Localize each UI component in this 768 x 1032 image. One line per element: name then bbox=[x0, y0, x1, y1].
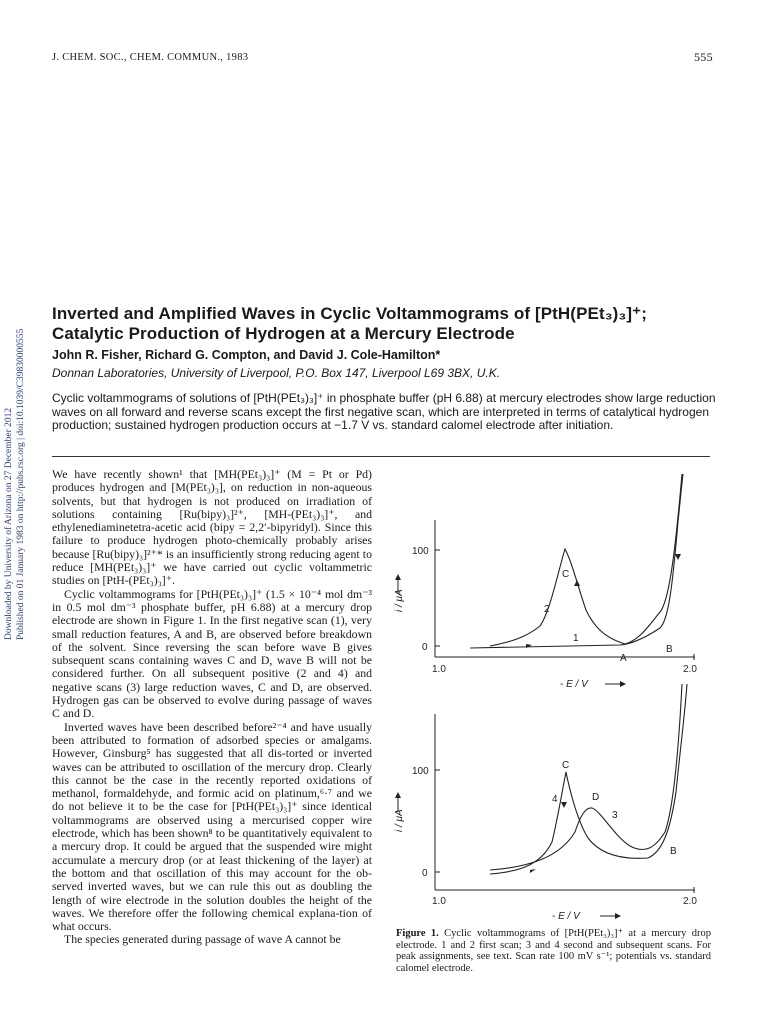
scan-label-2: 2 bbox=[544, 604, 550, 615]
running-header-journal: J. CHEM. SOC., CHEM. COMMUN., 1983 bbox=[52, 52, 249, 63]
figure-caption-label: Figure 1. bbox=[396, 928, 439, 939]
peak-label-b: B bbox=[670, 846, 677, 857]
article-title-line1: Inverted and Amplified Waves in Cyclic Voltammograms of [PtH(PEt₃)₃]⁺; bbox=[52, 304, 647, 323]
voltammogram-curve-4 bbox=[490, 684, 687, 874]
figure-1-voltammograms bbox=[380, 462, 710, 924]
voltammogram-curve-2 bbox=[490, 474, 682, 646]
y-tick-label: 0 bbox=[422, 868, 428, 879]
body-paragraph: Inverted waves have been described before²⁻⁴ and have usually been attributed to formation of adsorbed species or amalgams. However, Ginsburg⁵ has suggested that all dis-torted or inverted waves can be attributed to oscillation of the mercury drop. Clearly this cannot be the case in the recently reported oxidations of methanol, formaldehyde, and formic acid on platinum,⁶·⁷ and we do not believe it to be the case for [PtH(PEt₃)₃]⁺ since identical voltammograms are observed using a mercurised copper wire electrode, which has been shown⁸ to be quantitatively equivalent to a mercury drop. It could be argued that the suspended wire might accumulate a mercury drop (or at least thickening of the layer) at the bottom and that oscillation of this may account for the ob-served inverted waves, but we can rule this out as doubling the length of wire electrode in the solution doubles the height of the waves. We therefore offer the following chemical explana-tion of what occurs. bbox=[52, 719, 372, 934]
y-tick-label: 0 bbox=[422, 642, 428, 653]
x-tick-label: 2.0 bbox=[683, 664, 697, 675]
download-note-line1: Downloaded by University of Arizona on 27 December 2012 bbox=[4, 407, 14, 640]
direction-arrow bbox=[574, 580, 580, 586]
direction-arrow bbox=[530, 869, 536, 873]
peak-label-b: B bbox=[666, 644, 673, 655]
body-paragraph: Cyclic voltammograms for [PtH(PEt₃)₃]⁺ (1.5 × 10⁻⁴ mol dm⁻³ in 0.5 mol dm⁻³ phosphate buffer, pH 6.88) at a mercury drop electrode are shown in Figure 1. In the first negative scan (1), very small reduction features, A and B, are observed before breakdown of the solvent. Since reversing the scan before wave B gives subsequent scans containing waves C and D, wave B will not be considered further. On all subsequent positive (2 and 4) and negative scans (3) large reduction waves, C and D, are observed. Hydrogen gas can be observed to evolve during passage of waves C and D. bbox=[52, 586, 372, 721]
voltammogram-curve-1 bbox=[470, 474, 683, 648]
direction-arrow bbox=[675, 554, 681, 560]
body-paragraph: We have recently shown¹ that [MH(PEt₃)₃]⁺ (M = Pt or Pd) produces hydrogen and [M(PEt₃)₃], on reduction in non-aqueous solvents, but that hydrogen is not produced on irradiation of solutions containing [Ru(bipy)₃]²⁺, [MH-(PEt₃)₃]⁺, and ethylenediaminetetra-acetic acid (bipy = 2,2′-bipyridyl). Since this failure to produce hydrogen photo-chemically probably arises because [Ru(bipy)₃]²⁺* is an insufficiently strong reducing agent to reduce [MH(PEt₃)₃]⁺ we have carried out cyclic voltammetric studies on [PtH-(PEt₃)₃]⁺. bbox=[52, 467, 372, 588]
section-divider bbox=[52, 456, 710, 457]
article-affiliation: Donnan Laboratories, University of Liverpool, P.O. Box 147, Liverpool L69 3BX, U.K. bbox=[52, 366, 501, 380]
figure-caption bbox=[396, 928, 711, 974]
y-axis-label: i / μA bbox=[394, 589, 405, 612]
x-tick-label: 1.0 bbox=[432, 664, 446, 675]
figure-caption-text: Cyclic voltammograms of [PtH(PEt₃)₃]⁺ at a mercury drop electrode. 1 and 2 first scan; 3 and 4 second and subsequent scans. For peak assignments, see text. Scan rate 100 mV s⁻¹; potentials vs. standard calomel electrode. bbox=[396, 928, 711, 974]
direction-arrow bbox=[561, 802, 567, 808]
x-arrow-head bbox=[620, 681, 626, 687]
y-arrow-head bbox=[395, 574, 401, 580]
voltammogram-curve-3 bbox=[490, 684, 682, 870]
y-axis-label: i / μA bbox=[394, 809, 405, 832]
article-authors: John R. Fisher, Richard G. Compton, and David J. Cole-Hamilton* bbox=[52, 348, 441, 362]
y-arrow-head bbox=[395, 792, 401, 798]
x-tick-label: 1.0 bbox=[432, 896, 446, 907]
x-axis-label: - E / V bbox=[560, 679, 588, 690]
x-arrow-head bbox=[615, 913, 621, 919]
body-paragraph: The species generated during passage of wave A cannot be bbox=[64, 932, 341, 947]
figure-panel-bottom bbox=[394, 684, 697, 922]
peak-label-a: A bbox=[620, 653, 627, 664]
peak-label-d: D bbox=[592, 792, 600, 803]
article-title-line2: Catalytic Production of Hydrogen at a Mercury Electrode bbox=[52, 324, 515, 343]
body-text-column bbox=[52, 468, 372, 947]
figure-panel-top bbox=[394, 474, 697, 690]
article-abstract: Cyclic voltammograms of solutions of [PtH(PEt₃)₃]⁺ in phosphate buffer (pH 6.88) at mercury electrodes show large reduction waves on all forward and reverse scans except the first negative scan, which are interpreted in terms of catalytical hydrogen production; sustained hydrogen production occurs at −1.7 V vs. standard calomel electrode after initiation. bbox=[52, 391, 716, 433]
direction-arrow bbox=[526, 644, 532, 648]
peak-label-c: C bbox=[562, 760, 570, 771]
x-axis-label: - E / V bbox=[552, 911, 580, 922]
peak-label-c: C bbox=[562, 569, 570, 580]
download-watermark bbox=[3, 260, 27, 640]
y-tick-label: 100 bbox=[412, 766, 429, 777]
scan-label-4: 4 bbox=[552, 794, 558, 805]
x-tick-label: 2.0 bbox=[683, 896, 697, 907]
y-tick-label: 100 bbox=[412, 546, 429, 557]
scan-label-1: 1 bbox=[573, 633, 579, 644]
scan-label-3: 3 bbox=[612, 810, 618, 821]
download-note-line2: Published on 01 January 1983 on http://pubs.rsc.org | doi:10.1039/C39830000555 bbox=[16, 328, 26, 640]
page-number: 555 bbox=[694, 50, 713, 64]
